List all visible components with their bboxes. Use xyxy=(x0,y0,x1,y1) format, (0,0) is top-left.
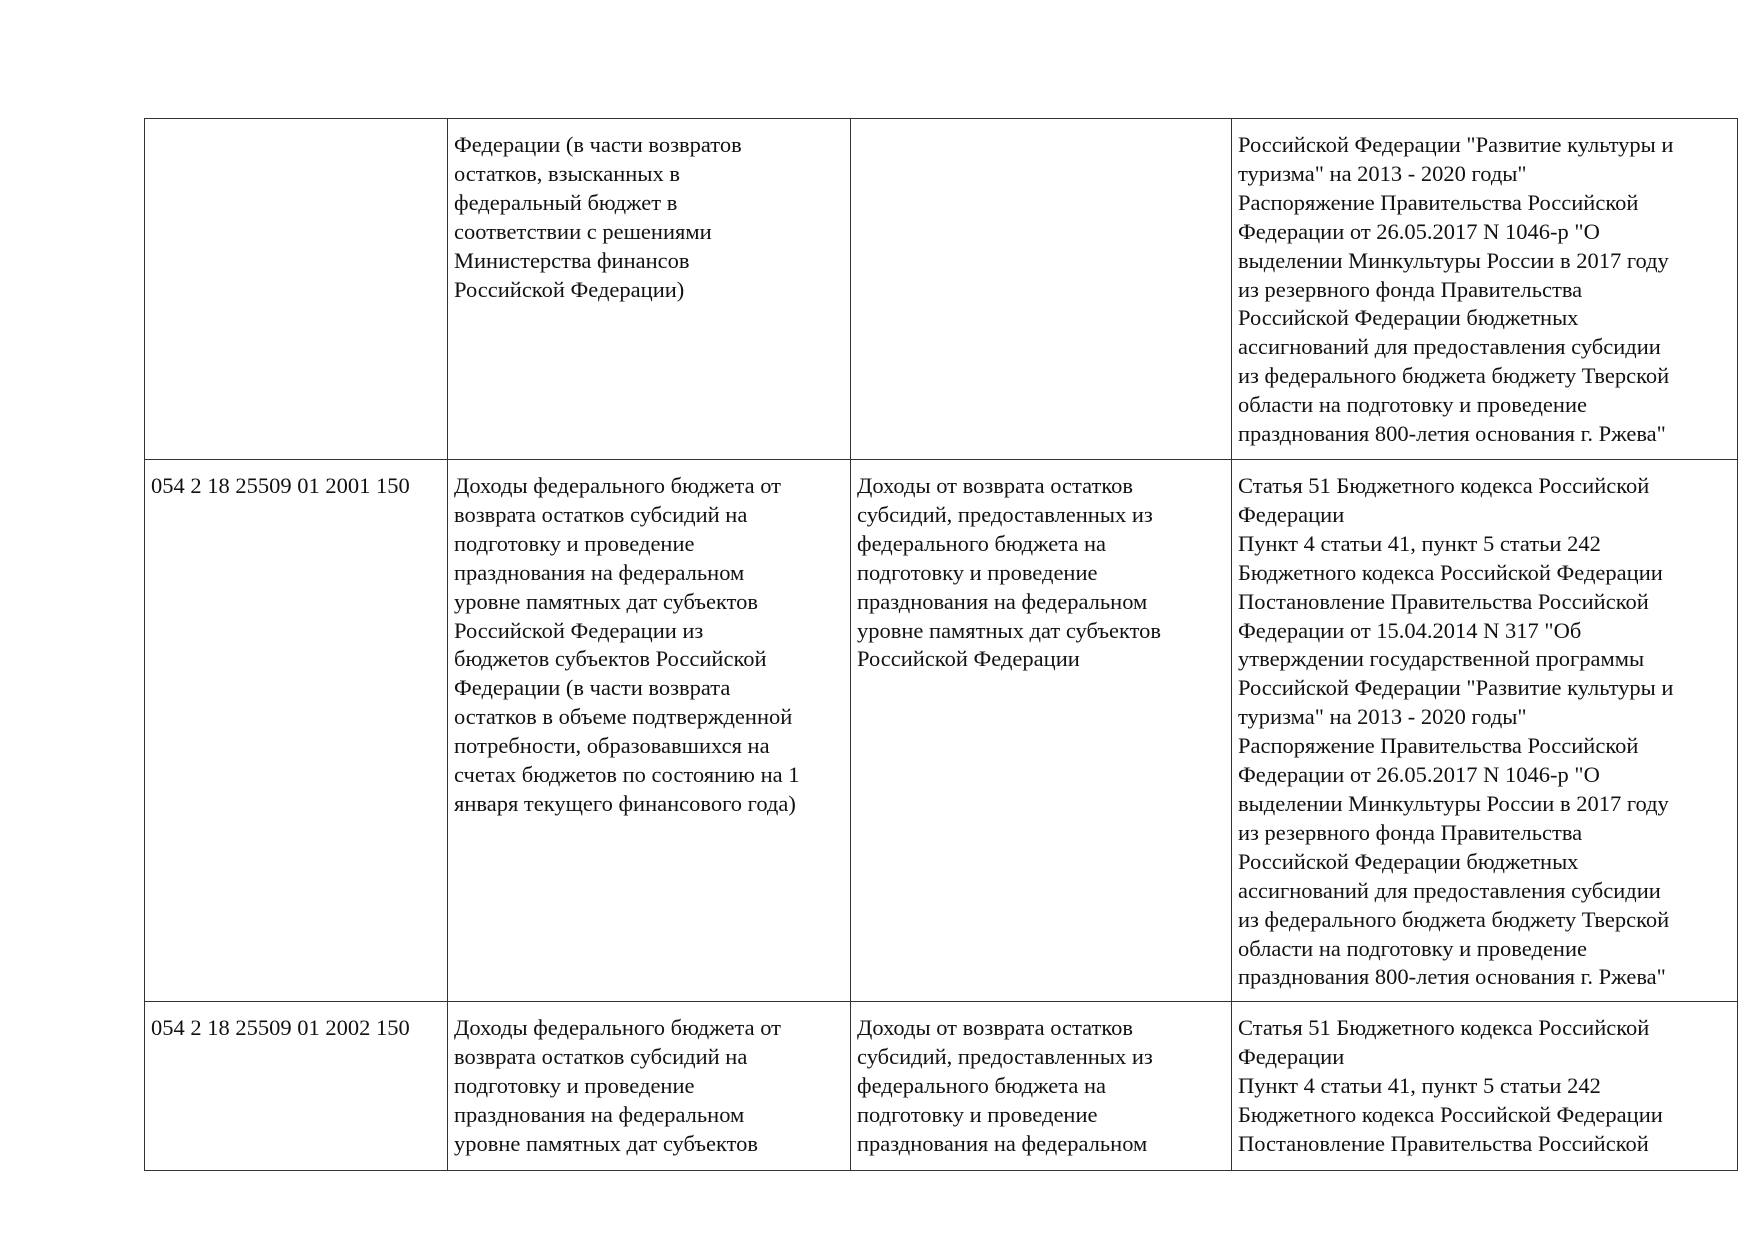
basis-line: выделении Минкультуры России в 2017 году xyxy=(1238,247,1669,273)
description-line: уровне памятных дат субъектов xyxy=(857,617,1162,643)
basis-line: области на подготовку и проведение xyxy=(1238,392,1587,418)
basis-line: Постановление Правительства Российской xyxy=(1238,1130,1649,1156)
basis-line: Российской Федерации "Развитие культуры и xyxy=(1238,132,1674,157)
name-line: потребности, образовавшихся на xyxy=(454,733,770,759)
name-line: Федерации (в части возвратов xyxy=(454,132,742,157)
cell-description xyxy=(851,460,1232,1002)
name-line: остатков в объеме подтвержденной xyxy=(454,704,793,730)
name-line: Российской Федерации) xyxy=(454,276,685,302)
name-line: возврата остатков субсидий на xyxy=(454,501,748,527)
basis-line: празднования 800-летия основания г. Ржева" xyxy=(1238,964,1666,990)
description-line: федерального бюджета на xyxy=(857,530,1107,556)
cell-description xyxy=(851,1002,1232,1171)
table-row xyxy=(145,1002,1738,1171)
basis-line: ассигнований для предоставления субсидии xyxy=(1238,877,1661,903)
name-line: подготовку и проведение xyxy=(454,1072,695,1098)
budget-code: 054 2 18 25509 01 2001 150 xyxy=(151,473,410,498)
name-line: Доходы федерального бюджета от xyxy=(454,1015,781,1040)
basis-line: Постановление Правительства Российской xyxy=(1238,588,1649,614)
description-line: Доходы от возврата остатков xyxy=(857,473,1134,498)
name-line: Российской Федерации из xyxy=(454,617,704,643)
cell-code xyxy=(145,1002,448,1171)
cell-basis xyxy=(1232,119,1738,460)
name-line: счетах бюджетов по состоянию на 1 xyxy=(454,762,800,788)
name-line: уровне памятных дат субъектов xyxy=(454,1130,759,1156)
name-line: празднования на федеральном xyxy=(454,1101,745,1127)
basis-line: Статья 51 Бюджетного кодекса Российской xyxy=(1238,473,1650,498)
basis-line: Федерации xyxy=(1238,501,1345,527)
cell-name xyxy=(448,119,851,460)
budget-code: 054 2 18 25509 01 2002 150 xyxy=(151,1015,410,1040)
basis-line: туризма" на 2013 - 2020 годы" xyxy=(1238,704,1527,730)
basis-line: Федерации от 15.04.2014 N 317 "Об xyxy=(1238,617,1582,643)
description-line: подготовку и проведение xyxy=(857,559,1098,585)
description-line: празднования на федеральном xyxy=(857,588,1148,614)
table-row xyxy=(145,460,1738,1002)
basis-line: из резервного фонда Правительства xyxy=(1238,819,1583,845)
basis-line: Распоряжение Правительства Российской xyxy=(1238,733,1639,759)
name-line: января текущего финансового года) xyxy=(454,790,796,816)
basis-line: Российской Федерации "Развитие культуры и xyxy=(1238,675,1674,701)
description-line: подготовку и проведение xyxy=(857,1101,1098,1127)
cell-basis xyxy=(1232,460,1738,1002)
name-line: Федерации (в части возврата xyxy=(454,675,731,701)
basis-line: Федерации от 26.05.2017 N 1046-р "О xyxy=(1238,762,1600,788)
table-row xyxy=(145,119,1738,460)
name-line: уровне памятных дат субъектов xyxy=(454,588,759,614)
cell-basis xyxy=(1232,1002,1738,1171)
description-line: субсидий, предоставленных из xyxy=(857,501,1153,527)
name-line: федеральный бюджет в xyxy=(454,189,678,215)
basis-line: празднования 800-летия основания г. Ржева" xyxy=(1238,421,1666,447)
basis-line: туризма" на 2013 - 2020 годы" xyxy=(1238,160,1527,186)
description-line: субсидий, предоставленных из xyxy=(857,1043,1153,1069)
cell-description xyxy=(851,119,1232,460)
description-line: Российской Федерации xyxy=(857,646,1080,672)
name-line: соответствии с решениями xyxy=(454,218,712,244)
description-line: празднования на федеральном xyxy=(857,1130,1148,1156)
basis-line: области на подготовку и проведение xyxy=(1238,935,1587,961)
basis-line: выделении Минкультуры России в 2017 году xyxy=(1238,790,1669,816)
basis-line: из федерального бюджета бюджету Тверской xyxy=(1238,363,1670,389)
basis-line: Распоряжение Правительства Российской xyxy=(1238,189,1639,215)
basis-line: Федерации от 26.05.2017 N 1046-р "О xyxy=(1238,218,1600,244)
basis-line: из резервного фонда Правительства xyxy=(1238,276,1583,302)
basis-line: из федерального бюджета бюджету Тверской xyxy=(1238,906,1670,932)
basis-line: ассигнований для предоставления субсидии xyxy=(1238,334,1661,360)
cell-code xyxy=(145,119,448,460)
cell-code xyxy=(145,460,448,1002)
name-line: бюджетов субъектов Российской xyxy=(454,646,767,672)
cell-name xyxy=(448,460,851,1002)
basis-line: Статья 51 Бюджетного кодекса Российской xyxy=(1238,1015,1650,1040)
basis-line: Бюджетного кодекса Российской Федерации xyxy=(1238,559,1663,585)
cell-name xyxy=(448,1002,851,1171)
basis-line: утверждении государственной программы xyxy=(1238,646,1645,672)
basis-line: Пункт 4 статьи 41, пункт 5 статьи 242 xyxy=(1238,1072,1601,1098)
name-line: возврата остатков субсидий на xyxy=(454,1043,748,1069)
basis-line: Российской Федерации бюджетных xyxy=(1238,848,1579,874)
description-line: федерального бюджета на xyxy=(857,1072,1107,1098)
name-line: остатков, взысканных в xyxy=(454,160,680,186)
basis-line: Пункт 4 статьи 41, пункт 5 статьи 242 xyxy=(1238,530,1601,556)
name-line: празднования на федеральном xyxy=(454,559,745,585)
basis-line: Российской Федерации бюджетных xyxy=(1238,305,1579,331)
description-line: Доходы от возврата остатков xyxy=(857,1015,1134,1040)
budget-codes-table xyxy=(144,118,1738,1171)
name-line: Доходы федерального бюджета от xyxy=(454,473,781,498)
basis-line: Федерации xyxy=(1238,1043,1345,1069)
name-line: подготовку и проведение xyxy=(454,530,695,556)
basis-line: Бюджетного кодекса Российской Федерации xyxy=(1238,1101,1663,1127)
name-line: Министерства финансов xyxy=(454,247,690,273)
